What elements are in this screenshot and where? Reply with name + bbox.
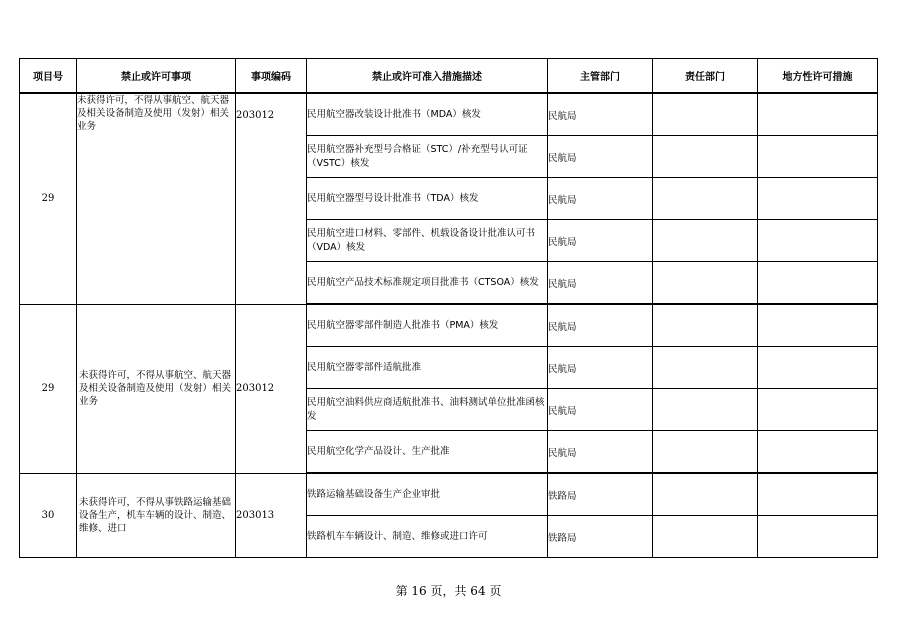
responsible-dept-cell [653,178,758,220]
local-measure-cell [758,220,878,262]
responsible-dept-cell [653,220,758,262]
item-code: 203012 [236,304,307,473]
item-number: 29 [20,304,77,473]
table-row [20,304,878,347]
responsible-dept-cell [653,93,758,136]
measure-description: 铁路运输基础设备生产企业审批 [307,473,548,516]
responsible-dept-cell [653,389,758,431]
item-code: 203013 [236,473,307,558]
measure-description: 民用航空器型号设计批准书（TDA）核发 [307,178,548,220]
local-measure-cell [758,431,878,474]
item-text: 未获得许可，不得从事铁路运输基础设备生产，机车车辆的设计、制造、维修、进口 [77,473,236,558]
header-item-number: 项目号 [20,59,77,94]
authority-cell: 铁路局 [548,516,653,558]
item-text: 未获得许可，不得从事航空、航天器及相关设备制造及使用（发射）相关业务 [77,93,236,304]
header-code: 事项编码 [236,59,307,94]
measure-description: 铁路机车车辆设计、制造、维修或进口许可 [307,516,548,558]
authority-cell: 民航局 [548,220,653,262]
local-measure-cell [758,136,878,178]
authority-cell: 民航局 [548,304,653,347]
header-row [20,59,878,94]
local-measure-cell [758,262,878,305]
measure-description: 民用航空器零部件制造人批准书（PMA）核发 [307,304,548,347]
responsible-dept-cell [653,304,758,347]
item-code: 203012 [236,93,307,304]
responsible-dept-cell [653,347,758,389]
measure-description: 民用航空油料供应商适航批准书、油料测试单位批准函核发 [307,389,548,431]
header-local-measure: 地方性许可措施 [758,59,878,94]
responsible-dept-cell [653,473,758,516]
authority-cell: 民航局 [548,431,653,474]
local-measure-cell [758,304,878,347]
measure-description: 民用航空产品技术标准规定项目批准书（CTSOA）核发 [307,262,548,305]
local-measure-cell [758,473,878,516]
item-number: 30 [20,473,77,558]
authority-cell: 民航局 [548,136,653,178]
table-row [20,93,878,136]
page-footer: 第 16 页，共 64 页 [395,584,502,598]
authority-cell: 铁路局 [548,473,653,516]
authority-cell: 民航局 [548,178,653,220]
responsible-dept-cell [653,262,758,305]
measure-description: 民用航空器零部件适航批准 [307,347,548,389]
table-row [20,473,878,516]
authority-cell: 民航局 [548,262,653,305]
local-measure-cell [758,389,878,431]
responsible-dept-cell [653,431,758,474]
measure-description: 民用航空化学产品设计、生产批准 [307,431,548,474]
header-description: 禁止或许可准入措施描述 [307,59,548,94]
responsible-dept-cell [653,136,758,178]
local-measure-cell [758,347,878,389]
header-item: 禁止或许可事项 [77,59,236,94]
authority-cell: 民航局 [548,347,653,389]
measure-description: 民用航空器改装设计批准书（MDA）核发 [307,93,548,136]
item-number: 29 [20,93,77,304]
permit-table [19,58,878,558]
local-measure-cell [758,516,878,558]
measure-description: 民用航空器补充型号合格证（STC）/补充型号认可证（VSTC）核发 [307,136,548,178]
header-authority: 主管部门 [548,59,653,94]
header-responsible-dept: 责任部门 [653,59,758,94]
item-text: 未获得许可，不得从事航空、航天器及相关设备制造及使用（发射）相关业务 [77,304,236,473]
local-measure-cell [758,93,878,136]
responsible-dept-cell [653,516,758,558]
authority-cell: 民航局 [548,389,653,431]
local-measure-cell [758,178,878,220]
measure-description: 民用航空进口材料、零部件、机载设备设计批准认可书（VDA）核发 [307,220,548,262]
authority-cell: 民航局 [548,93,653,136]
